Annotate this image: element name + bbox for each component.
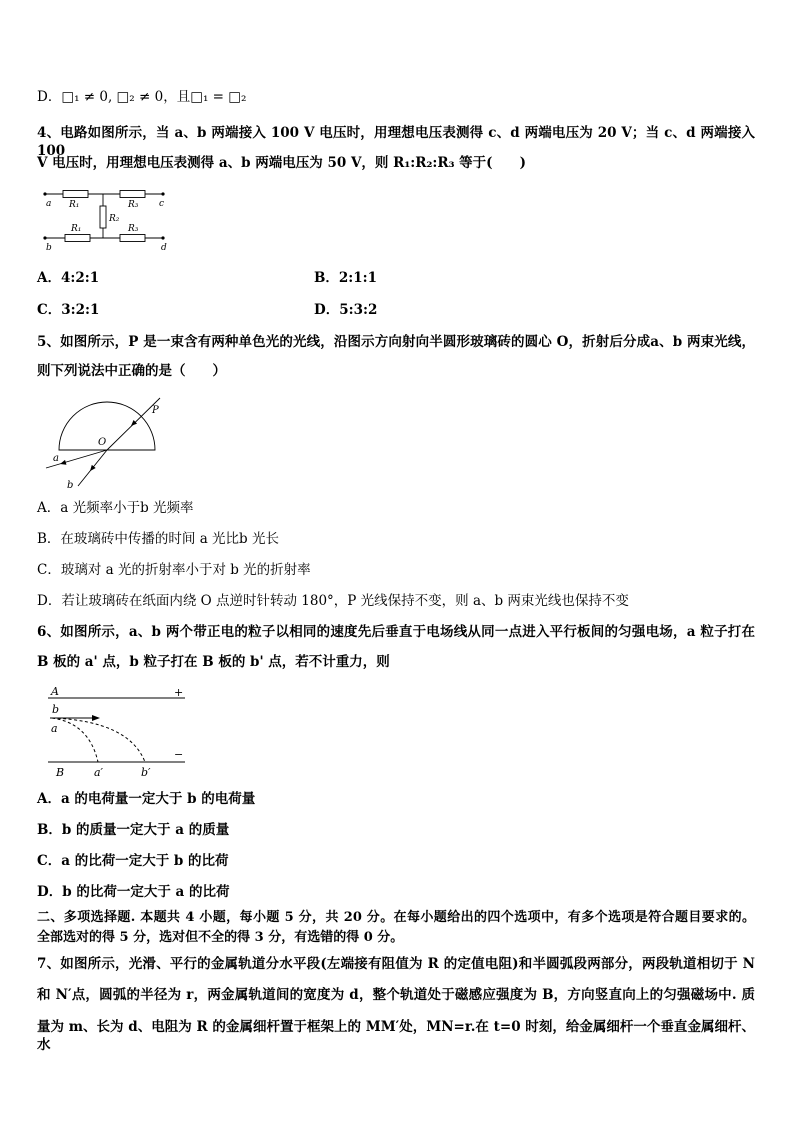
trajectory-a [52,718,98,762]
label-r3-bottom: R₃ [128,224,139,234]
q6-parallel-plates-diagram [44,683,189,780]
label-p: P [152,405,159,416]
label-r1-bottom: R₁ [71,224,82,234]
terminal-b-dot [43,236,46,239]
semicircle-glass-brick [59,402,155,450]
label-particle-a: a [51,722,58,735]
q6-option-d: D．b 的比荷一定大于 a 的比荷 [37,884,230,900]
label-c: c [159,199,165,209]
q5-option-b: B．在玻璃砖中传播的时间 a 光比b 光长 [37,531,279,547]
q6-stem-line-1: 6、如图所示，a、b 两个带正电的粒子以相同的速度先后垂直于电场线从同一点进入平行板间的匀强电场，a 粒子打在 [37,624,755,640]
label-a: a [53,453,59,464]
q7-stem-line-2: 和 N′点，圆弧的半径为 r，两金属轨道间的宽度为 d，整个轨道处于磁感应强度为 B，方向竖直向上的匀强磁场中. 质 [37,987,755,1003]
q3-option-d: D．□₁ ≠ 0, □₂ ≠ 0，且□₁ = □₂ [37,89,247,105]
terminal-a-dot [43,192,46,195]
q6-option-c: C．a 的比荷一定大于 b 的比荷 [37,853,229,869]
q7-stem-line-1: 7、如图所示，光滑、平行的金属轨道分水平段(左端接有阻值为 R 的定值电阻)和半圆弧段两部分，两段轨道相切于 N [37,956,755,972]
resistor-r2 [100,206,106,228]
plus-sign: + [174,686,184,699]
q5-stem-line-1: 5、如图所示，P 是一束含有两种单色光的光线，沿图示方向射向半圆形玻璃砖的圆心 O，折射后分成a、b 两束光线， [37,334,755,350]
label-b: b [46,243,52,253]
q5-stem-line-2: 则下列说法中正确的是（ ） [37,363,226,379]
q4-circuit-diagram [40,185,175,255]
label-b-prime: b′ [141,766,151,779]
velocity-arrow-icon [92,715,100,721]
q4-option-b: B．2:1:1 [314,270,378,286]
resistor-r1-bottom [65,235,90,242]
q4-option-c: C．3:2:1 [37,302,100,318]
label-b: b [67,480,74,491]
q5-option-d: D．若让玻璃砖在纸面内绕 O 点逆时针转动 180°，P 光线保持不变，则 a、b 两束光线也保持不变 [37,593,629,609]
terminal-d-dot [161,236,164,239]
label-r2: R₂ [109,214,120,224]
resistor-r3-top [120,191,145,198]
q7-stem-line-3: 量为 m、长为 d、电阻为 R 的金属细杆置于框架上的 MM′处，MN=r.在 t=0 时刻，给金属细杆一个垂直金属细杆、水 [37,1019,755,1053]
label-plate-b: B [56,766,65,779]
label-particle-b: b [52,703,60,716]
section-2-heading-line-1: 二、多项选择题. 本题共 4 小题，每小题 5 分，共 20 分。在每小题给出的四个选项中，有多个选项是符合题目要求的。 [37,910,755,925]
ray-a-arrow-icon [60,460,66,465]
q4-option-a: A．4:2:1 [37,270,100,286]
q6-option-b: B．b 的质量一定大于 a 的质量 [37,822,230,838]
label-plate-a: A [51,685,59,698]
label-r1-top: R₁ [69,200,80,210]
label-a-prime: a′ [94,766,104,779]
q6-option-a: A．a 的电荷量一定大于 b 的电荷量 [37,791,256,807]
q6-stem-line-2: B 板的 a' 点，b 粒子打在 B 板的 b' 点，若不计重力，则 [37,654,390,670]
q5-semicircle-diagram [38,388,168,493]
minus-sign: − [174,748,184,761]
resistor-r1-top [63,191,88,198]
q4-stem-line-2: V 电压时，用理想电压表测得 a、b 两端电压为 50 V，则 R₁:R₂:R₃ 等于( ) [37,155,526,171]
q4-option-d: D．5:3:2 [314,302,378,318]
label-r3-top: R₃ [128,200,139,210]
q5-option-c: C．玻璃对 a 光的折射率小于对 b 光的折射率 [37,562,311,578]
label-a: a [46,199,52,209]
ray-b-arrow-icon [90,465,96,471]
label-o: O [98,437,107,448]
section-2-heading-line-2: 全部选对的得 5 分，选对但不全的得 3 分，有选错的得 0 分。 [37,930,404,945]
q4-stem-line-1: 4、电路如图所示，当 a、b 两端接入 100 V 电压时，用理想电压表测得 c、d 两端电压为 20 V；当 c、d 两端接入 100 [37,125,755,159]
trajectory-b [52,718,145,762]
q5-option-a: A．a 光频率小于b 光频率 [37,500,194,516]
resistor-r3-bottom [120,235,145,242]
label-d: d [161,243,167,253]
terminal-c-dot [161,192,164,195]
